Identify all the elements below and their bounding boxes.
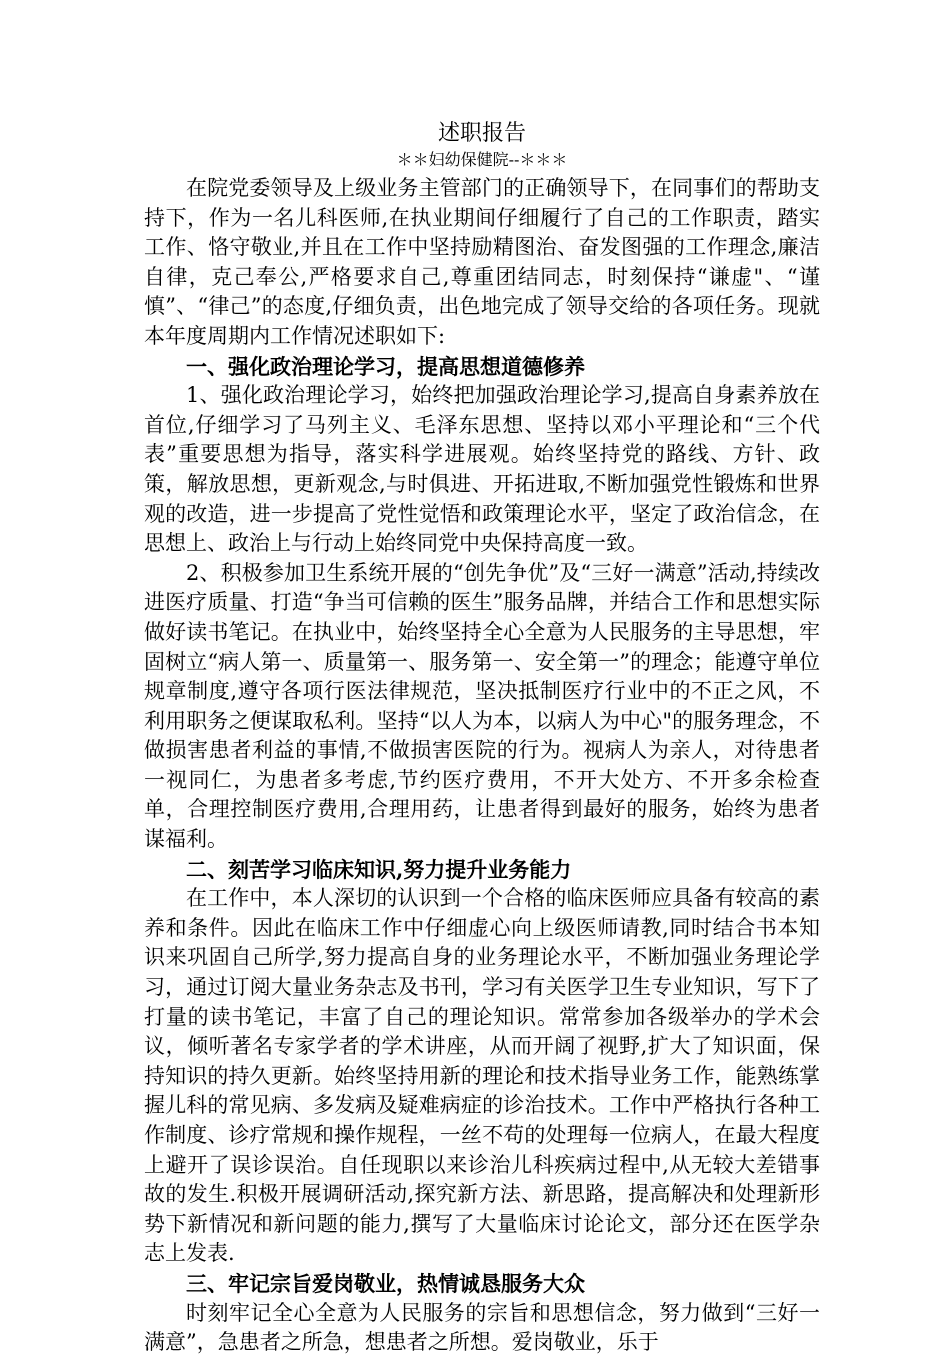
section-heading-1: 一、强化政治理论学习，提高思想道德修养 bbox=[186, 353, 585, 379]
document-title: 述职报告 bbox=[437, 121, 526, 146]
section-3-paragraph: 时刻牢记全心全意为人民服务的宗旨和思想信念，努力做到“三好一满意”，急患者之所急，想患者之所想。爱岗敬业，乐于 bbox=[144, 1300, 820, 1355]
section-heading-2: 二、刻苦学习临床知识,努力提升业务能力 bbox=[186, 856, 572, 882]
section-2-paragraph: 在工作中，本人深切的认识到一个合格的临床医师应具备有较高的素养和条件。因此在临床工作中仔细虚心向上级医师请教,同时结合书本知识来巩固自己所学,努力提高自身的业务理论水平，不断加强业务理论学习，通过订阅大量业务杂志及书刊，学习有关医学卫生专业知识，写下了打量的读书笔记，丰富了自己的理论知识。常常参加各级举办的学术会议，倾听著名专家学者的学术讲座，从而开阔了视野,扩大了知识面，保持知识的持久更新。始终坚持用新的理论和技术指导业务工作，能熟练掌握儿科的常见病、多发病及疑难病症的诊治技术。工作中严格执行各种工作制度、诊疗常规和操作规程，一丝不苟的处理每一位病人，在最大程度上避开了误诊误治。自任现职以来诊治儿科疾病过程中,从无较大差错事故的发生.积极开展调研活动,探究新方法、新思路，提高解决和处理新形势下新情况和新问题的能力,撰写了大量临床讨论论文，部分还在医学杂志上发表. bbox=[144, 886, 820, 1266]
section-1-paragraph-1: 1、强化政治理论学习，始终把加强政治理论学习,提高自身素养放在首位,仔细学习了马列主义、毛泽东思想、坚持以邓小平理论和“三个代表”重要思想为指导，落实科学进展观。始终坚持党的路线、方针、政策，解放思想，更新观念,与时俱进、开拓进取,不断加强党性锻炼和世界观的改造，进一步提高了党性觉悟和政策理论水平，坚定了政治信念，在思想上、政治上与行动上始终同党中央保持高度一致。 bbox=[144, 383, 820, 556]
section-heading-3: 三、牢记宗旨爱岗敬业，热情诚恳服务大众 bbox=[186, 1270, 585, 1296]
intro-paragraph: 在院党委领导及上级业务主管部门的正确领导下，在同事们的帮助支持下，作为一名儿科医师,在执业期间仔细履行了自己的工作职责，踏实工作、恪守敬业,并且在工作中坚持励精图治、奋发图强的工作理念,廉洁自律，克己奉公,严格要求自己,尊重团结同志，时刻保持“谦虚"、“谨慎”、“律己”的态度,仔细负责，出色地完成了领导交给的各项任务。现就本年度周期内工作情况述职如下: bbox=[144, 176, 820, 348]
document-subtitle: ＊＊妇幼保健院--＊＊＊ bbox=[396, 150, 568, 169]
section-1-paragraph-2: 2、积极参加卫生系统开展的“创先争优”及“三好一满意”活动,持续改进医疗质量、打造“争当可信赖的医生”服务品牌，并结合工作和思想实际做好读书笔记。在执业中，始终坚持全心全意为人民服务的主导思想，牢固树立“病人第一、质量第一、服务第一、安全第一”的理念；能遵守单位规章制度,遵守各项行医法律规范，坚决抵制医疗行业中的不正之风，不利用职务之便谋取私利。坚持“以人为本，以病人为中心"的服务理念，不做损害患者利益的事情,不做损害医院的行为。视病人为亲人，对待患者一视同仁，为患者多考虑,节约医疗费用，不开大处方、不开多余检查单，合理控制医疗费用,合理用药，让患者得到最好的服务，始终为患者谋福利。 bbox=[144, 560, 820, 852]
document-page bbox=[144, 118, 820, 1358]
